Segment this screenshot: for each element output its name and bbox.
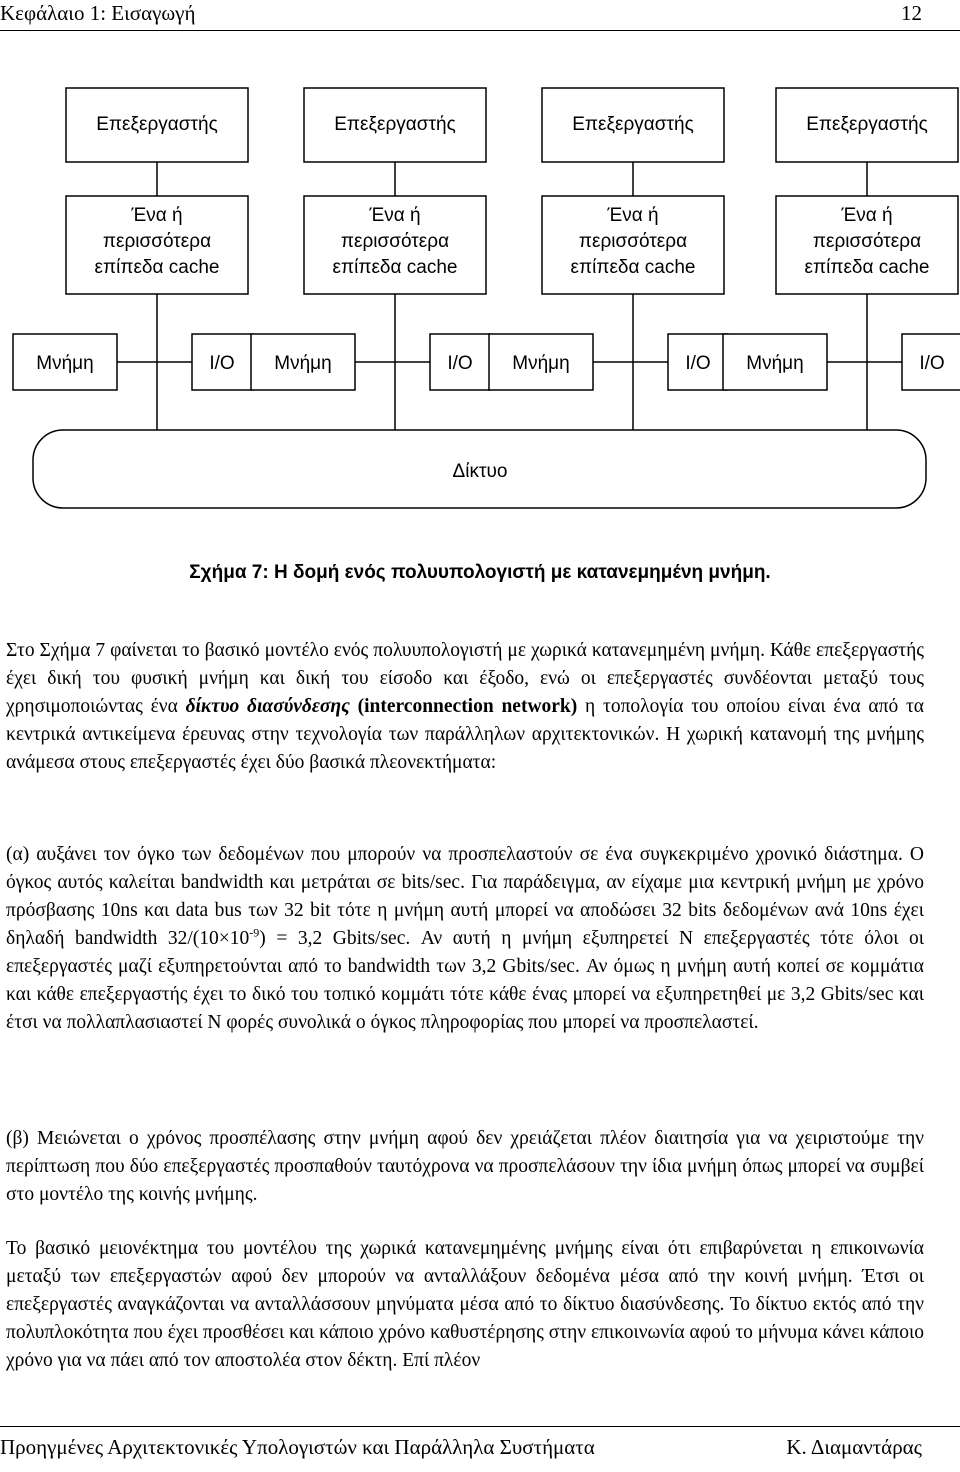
distributed-memory-diagram bbox=[0, 80, 960, 550]
paragraph-4 bbox=[6, 1235, 924, 1375]
page-number: 12 bbox=[901, 1, 922, 25]
cache-label-1-line-2: περισσότερα bbox=[102, 231, 212, 252]
footer-title: Προηγμένες Αρχιτεκτονικές Υπολογιστών και Παράλληλα Συστήματα bbox=[0, 1435, 595, 1459]
paragraph-1-text-a: Στο Σχήμα 7 φαίνεται το βασικό μοντέλο ενός πολυυπολογιστή με χωρικά κατανεμημένη μνήμη. Κάθε επεξεργαστής έχει δική του φυσική μνήμη και δική του είσοδο και έξοδο, ενώ οι επεξεργαστές συνδέονται μεταξύ τους χρησιμοποιώντας ένα bbox=[6, 640, 924, 717]
paragraph-3-text: (β) Μειώνεται ο χρόνος προσπέλασης στην μνήμη αφού δεν χρειάζεται πλέον διαιτησία για να χειριστούμε την περίπτωση που δύο επεξεργαστές προσπαθούν ταυτόχρονα να προσπελάσουν την ίδια μνήμη όπως μπορεί να συμβεί στο μοντέλο της κοινής μνήμης. bbox=[6, 1128, 924, 1205]
processor-label-2: Επεξεργαστής bbox=[334, 114, 456, 135]
cache-label-4-line-3: επίπεδα cache bbox=[804, 257, 930, 278]
memory-label-3: Μνήμη bbox=[512, 353, 570, 374]
io-label-3: I/O bbox=[685, 353, 711, 374]
chapter-title: Κεφάλαιο 1: Εισαγωγή bbox=[0, 1, 196, 25]
cache-label-2-line-2: περισσότερα bbox=[340, 231, 450, 252]
cache-label-4-line-1: Ένα ή bbox=[841, 205, 893, 226]
cache-label-4-line-2: περισσότερα bbox=[812, 231, 922, 252]
cache-label-3-line-3: επίπεδα cache bbox=[570, 257, 696, 278]
paragraph-4-text: Το βασικό μειονέκτημα του μοντέλου της χωρικά κατανεμημένης μνήμης είναι ότι επιβαρύνεται η επικοινωνία μεταξύ των επεξεργαστών αφού δεν μπορούν να ανταλλάξουν δεδομένα μέσα από την κοινή μνήμη. Έτσι οι επεξεργαστές αναγκάζονται να ανταλλάσσουν μηνύματα μέσα από το δίκτυο διασύνδεσης. Το δίκτυο εκτός από την πολυπλοκότητα που έχει προσθέσει και κάποιο χρόνο καθυστέρησης στην επικοινωνία αφού το μήνυμα κάνει κάποιο χρόνο για να πάει από τον αποστολέα στον δέκτη. Επί πλέον bbox=[6, 1238, 924, 1371]
footer-rule bbox=[0, 1426, 960, 1427]
term-english: (interconnection network) bbox=[357, 696, 578, 717]
footer-author: Κ. Διαμαντάρας bbox=[786, 1435, 922, 1459]
memory-label-4: Μνήμη bbox=[746, 353, 804, 374]
processor-label-3: Επεξεργαστής bbox=[572, 114, 694, 135]
cache-label-1-line-1: Ένα ή bbox=[131, 205, 183, 226]
figure-caption: Σχήμα 7: Η δομή ενός πολυυπολογιστή με κατανεμημένη μνήμη. bbox=[189, 562, 771, 583]
paragraph-2-text-b: ) = 3,2 Gbits/sec. Αν αυτή η μνήμη εξυπηρετεί Ν επεξεργαστές τότε όλοι οι επεξεργαστές μαζί εξυπηρετούνται από το bandwidth των 3,2 Gbits/sec. Αν όμως η μνήμη αυτή κοπεί σε κομμάτια και κάθε επεξεργαστής έχει το δικό του τοπικό κομμάτι τότε κάθε ένας μπορεί να εξυπηρετηθεί με 3,2 Gbits/sec και έτσι να πολλαπλασιαστεί Ν φορές συνολικά ο όγκος πληροφορίας που μπορεί να προσπελαστεί. bbox=[6, 928, 924, 1033]
cache-label-2-line-1: Ένα ή bbox=[369, 205, 421, 226]
memory-label-1: Μνήμη bbox=[36, 353, 94, 374]
cache-label-2-line-3: επίπεδα cache bbox=[332, 257, 458, 278]
paragraph-2 bbox=[6, 841, 924, 1037]
io-label-2: I/O bbox=[447, 353, 473, 374]
paragraph-3 bbox=[6, 1125, 924, 1209]
header-rule bbox=[0, 30, 960, 31]
cache-label-3-line-1: Ένα ή bbox=[607, 205, 659, 226]
cache-label-3-line-2: περισσότερα bbox=[578, 231, 688, 252]
memory-label-2: Μνήμη bbox=[274, 353, 332, 374]
term-interconnection-network: δίκτυο διασύνδεσης bbox=[185, 696, 350, 717]
io-label-1: I/O bbox=[209, 353, 235, 374]
paragraph-1 bbox=[6, 637, 924, 777]
paragraph-2-text-a: (α) αυξάνει τον όγκο των δεδομένων που μπορούν να προσπελαστούν σε ένα συγκεκριμένο χρονικό διάστημα. Ο όγκος αυτός καλείται bandwidth και μετράται σε bits/sec. Για παράδειγμα, αν είχαμε μια κεντρική μνήμη με χρόνο πρόσβασης 10ns και data bus των 32 bit τότε η μνήμη αυτή μπορεί να αποδώσει 32 bits δεδομένων ανά 10ns έχει δηλαδή bandwidth 32/(10×10 bbox=[6, 844, 924, 949]
io-label-4: I/O bbox=[919, 353, 945, 374]
cache-label-1-line-3: επίπεδα cache bbox=[94, 257, 220, 278]
network-label: Δίκτυο bbox=[452, 461, 508, 482]
processor-label-4: Επεξεργαστής bbox=[806, 114, 928, 135]
exponent: -9 bbox=[249, 925, 260, 940]
processor-label-1: Επεξεργαστής bbox=[96, 114, 218, 135]
paragraph-1-text-b: η τοπολογία του οποίου είναι ένα από τα κεντρικά αντικείμενα έρευνας στην τεχνολογία των παράλληλων αρχιτεκτονικών. Η χωρική κατανομή της μνήμης ανάμεσα στους επεξεργαστές έχει δύο βασικά πλεονεκτήματα: bbox=[6, 696, 925, 773]
